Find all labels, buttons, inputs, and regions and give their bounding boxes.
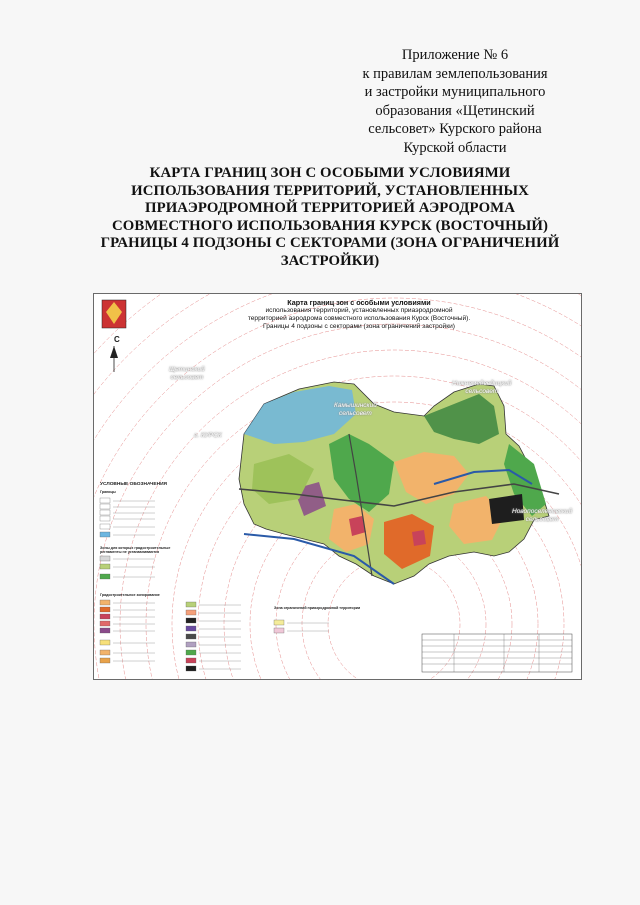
legend-heading: Зоны для которых градостроительные регламенты не устанавливаются [100, 546, 171, 554]
legend-title: УСЛОВНЫЕ ОБОЗНАЧЕНИЯ [100, 482, 167, 487]
map-drawing [94, 294, 581, 679]
place-label-line: сельсовет [170, 374, 204, 381]
place-label [512, 508, 572, 524]
map-header-line: Карта границ зон с особыми условиями [287, 298, 431, 307]
legend-swatch [100, 510, 110, 515]
title-line: КАРТА ГРАНИЦ ЗОН С ОСОБЫМИ УСЛОВИЯМИ [149, 165, 511, 181]
legend-swatch [100, 650, 110, 655]
legend-swatch [100, 564, 110, 569]
map-header [229, 299, 489, 331]
legend-heading: Границы [100, 490, 116, 494]
legend-swatch [100, 640, 110, 645]
legend-swatch [100, 658, 110, 663]
title-line: ПРИАЭРОДРОМНОЙ ТЕРРИТОРИЕЙ АЭРОДРОМА [144, 200, 516, 216]
annex-caption [330, 46, 580, 157]
legend-swatch [100, 607, 110, 612]
legend-swatch [186, 642, 196, 647]
legend-swatch [274, 628, 284, 633]
map-header-line: территорией аэродрома совместного использования Курск (Восточный). [247, 315, 471, 322]
map-header-line: Границы 4 подзоны с секторами (зона ограничений застройки) [263, 323, 455, 330]
annex-line: и застройки муниципального [364, 84, 546, 100]
legend-swatch [186, 650, 196, 655]
legend-swatch [100, 556, 110, 561]
legend-swatch [186, 602, 196, 607]
title-line: ИСПОЛЬЗОВАНИЯ ТЕРРИТОРИЙ, УСТАНОВЛЕННЫХ [131, 182, 529, 199]
place-label [334, 402, 377, 418]
legend-swatch [274, 620, 284, 625]
legend-swatch [100, 498, 110, 503]
place-label [194, 432, 222, 440]
place-label-line: сельсовет [465, 388, 499, 395]
legend-swatch [100, 516, 110, 521]
legend-swatch [100, 574, 110, 579]
title-line: ГРАНИЦЫ 4 ПОДЗОНЫ С СЕКТОРАМИ (ЗОНА ОГРАНИЧЕНИЙ [100, 235, 560, 251]
place-label-line: г. КУРСК [194, 432, 222, 439]
public-zone [412, 530, 426, 546]
legend-swatch [186, 634, 196, 639]
annex-line: Курской области [403, 139, 507, 156]
legend-swatch [186, 610, 196, 615]
legend-swatch [186, 658, 196, 663]
legend-swatch [100, 504, 110, 509]
legend-swatch [186, 618, 196, 623]
place-label-line: Новопоселеновский [512, 508, 573, 515]
legend-swatch [100, 524, 110, 529]
place-label [452, 380, 512, 396]
annex-line: к правилам землепользования [362, 65, 548, 82]
legend-heading: Зона ограничений приаэродромной территории [274, 606, 361, 610]
legend-swatch [186, 626, 196, 631]
annex-line: Приложение № 6 [401, 47, 509, 63]
zoning-map [93, 293, 582, 680]
document-title [80, 165, 580, 270]
legend-swatch [186, 666, 196, 671]
annex-line: сельсовет» Курского района [368, 121, 542, 137]
north-arrow-icon [110, 346, 118, 358]
legend-swatch [100, 614, 110, 619]
place-label [169, 366, 205, 382]
map-header-line: использования территорий, установленных приаэродромной [265, 307, 453, 314]
north-label: С [114, 335, 120, 344]
place-label-line: Камышинский [334, 402, 377, 409]
place-label-line: Нижнемедведицкий [452, 380, 512, 387]
place-label-line: сельсовет [339, 410, 372, 417]
legend-swatch [100, 621, 110, 626]
place-label-line: Щетинский [169, 366, 205, 373]
title-line: ЗАСТРОЙКИ) [280, 252, 380, 269]
legend-swatch [100, 532, 110, 537]
title-line: СОВМЕСТНОГО ИСПОЛЬЗОВАНИЯ КУРСК (ВОСТОЧНЫЙ) [111, 217, 549, 234]
legend-swatch [100, 628, 110, 633]
place-label-line: сельсовет [525, 516, 559, 523]
annex-line: образования «Щетинский [375, 102, 535, 119]
legend-swatch [100, 600, 110, 605]
legend-heading: Градостроительное зонирование [100, 593, 160, 597]
